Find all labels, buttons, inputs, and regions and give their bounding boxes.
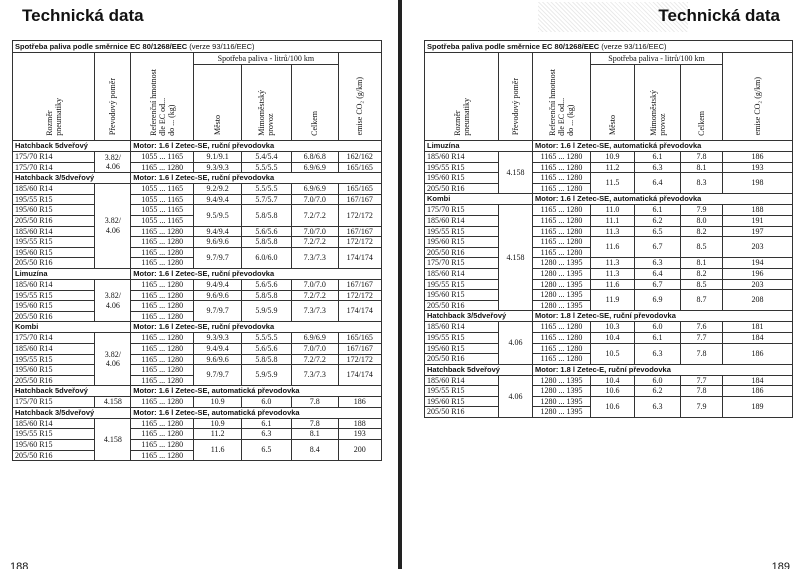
header-row (425, 53, 793, 65)
table-row: 195/55 R15 1280 ... 1395 10.6 6.2 7.8 186 (425, 386, 793, 397)
table-row: 195/55 R15 1165 ... 1280 11.3 6.5 8.2 197 (425, 226, 793, 237)
engine-name: Motor: 1.8 l Zetec-E, ruční převodovka (533, 364, 793, 375)
page-number: 189 (771, 561, 790, 569)
table-row: 195/60 R15 1165 ... 1280 9.7/9.7 5.9/5.9 7.3/7.3 174/174 (13, 365, 382, 376)
group-header (13, 322, 382, 333)
model-name: Kombi (13, 322, 131, 333)
table-row: 195/55 R15 1165 ... 1280 9.6/9.6 5.8/5.8 7.2/7.2 172/172 (13, 290, 382, 301)
table-row: 185/60 R14 1280 ... 1395 11.3 6.4 8.2 196 (425, 268, 793, 279)
engine-name: Motor: 1.8 l Zetec-SE, ruční převodovka (533, 311, 793, 322)
engine-name: Motor: 1.6 l Zetec-SE, ruční převodovka (131, 141, 382, 152)
col-header-co2: emise CO₂ (g/km) (338, 53, 381, 141)
table-row: 205/50 R16 1165 ... 1280 (13, 450, 382, 461)
group-header (425, 194, 793, 205)
table-title-row (425, 41, 793, 53)
table-row: 195/60 R15 1280 ... 1395 10.6 6.3 7.9 189 (425, 396, 793, 407)
model-name: Hatchback 5dveřový (13, 141, 131, 152)
group-header (13, 268, 382, 279)
table-row: 205/50 R16 1165 ... 1280 (13, 258, 382, 269)
table-row: 175/70 R15 4.158 1165 ... 1280 10.9 6.0 7.8 186 (13, 397, 382, 408)
table-row: 175/70 R15 1280 ... 1395 11.3 6.3 8.1 194 (425, 258, 793, 269)
table-row: 175/70 R14 3.82/ 4.06 1165 ... 1280 9.3/9.3 5.5/5.5 6.9/6.9 165/165 (13, 333, 382, 344)
col-header-extra: Mimoměstský provoz (635, 65, 681, 141)
table-row: 195/55 R15 1165 ... 1280 9.6/9.6 5.8/5.8 7.2/7.2 172/172 (13, 354, 382, 365)
table-row: 205/50 R16 1165 ... 1280 (425, 247, 793, 258)
table-title: Spotřeba paliva podle směrnice EC 80/1268/EEC (427, 42, 600, 51)
table-row: 205/50 R16 1165 ... 1280 (13, 375, 382, 386)
table-row: 195/55 R15 1165 ... 1280 10.4 6.1 7.7 184 (425, 332, 793, 343)
table-row: 205/50 R16 1165 ... 1280 (425, 354, 793, 365)
col-header-tire: Rozměr pneumatiky (13, 53, 95, 141)
table-row: 195/55 R15 1165 ... 1280 11.2 6.3 8.1 193 (425, 162, 793, 173)
table-title-suffix: (verze 93/116/EEC) (189, 42, 255, 51)
model-name: Hatchback 5dveřový (425, 364, 533, 375)
engine-name: Motor: 1.6 l Zetec-SE, automatická převodovka (131, 386, 382, 397)
col-header-total: Celkem (291, 65, 338, 141)
engine-name: Motor: 1.6 l Zetec-SE, automatická převodovka (131, 407, 382, 418)
table-row: 205/50 R16 1055 ... 1165 (13, 215, 382, 226)
page-heading: Technická data (22, 6, 144, 25)
header-row (13, 53, 382, 65)
group-header (13, 386, 382, 397)
col-header-co2: emise CO₂ (g/km) (723, 53, 793, 141)
model-name: Hatchback 3/5dveřový (425, 311, 533, 322)
table-row: 205/50 R16 1280 ... 1395 (425, 407, 793, 418)
table-row: 195/60 R15 1055 ... 1165 9.5/9.5 5.8/5.8 7.2/7.2 172/172 (13, 205, 382, 216)
table-row: 185/60 R14 3.82/ 4.06 1165 ... 1280 9.4/9.4 5.6/5.6 7.0/7.0 167/167 (13, 279, 382, 290)
table-row: 185/60 R14 4.06 1280 ... 1395 10.4 6.0 7.7 184 (425, 375, 793, 386)
table-row: 195/60 R15 1280 ... 1395 11.9 6.9 8.7 208 (425, 290, 793, 301)
col-header-extra: Mimoměstský provoz (241, 65, 291, 141)
engine-name: Motor: 1.6 l Zetec-SE, ruční převodovka (131, 173, 382, 184)
group-header (425, 364, 793, 375)
table-row: 185/60 R14 4.158 1165 ... 1280 10.9 6.1 7.8 188 (13, 418, 382, 429)
engine-name: Motor: 1.6 l Zetec-SE, automatická převodovka (533, 141, 793, 152)
table-row: 205/50 R16 1165 ... 1280 (425, 183, 793, 194)
table-row: 195/60 R15 1165 ... 1280 10.5 6.3 7.8 186 (425, 343, 793, 354)
engine-name: Motor: 1.6 l Zetec-SE, ruční převodovka (131, 268, 382, 279)
table-title-suffix: (verze 93/116/EEC) (601, 42, 667, 51)
col-header-total: Celkem (681, 65, 723, 141)
group-header (425, 311, 793, 322)
table-row: 195/60 R15 1165 ... 1280 11.6 6.7 8.5 203 (425, 237, 793, 248)
table-row: 195/60 R15 1165 ... 1280 11.6 6.5 8.4 200 (13, 440, 382, 451)
col-header-ratio: Převodový poměr (95, 53, 131, 141)
group-header (13, 173, 382, 184)
table-row: 205/50 R16 1280 ... 1395 (425, 300, 793, 311)
page-number: 188 (10, 561, 29, 569)
left-page (0, 0, 398, 569)
col-header-consumption: Spotřeba paliva - litrů/100 km (194, 53, 338, 65)
col-header-city: Město (591, 65, 635, 141)
table-row: 185/60 R14 1165 ... 1280 9.4/9.4 5.6/5.6 7.0/7.0 167/167 (13, 343, 382, 354)
table-row: 195/60 R15 1165 ... 1280 9.7/9.7 6.0/6.0 7.3/7.3 174/174 (13, 247, 382, 258)
group-header (13, 407, 382, 418)
table-row: 195/60 R15 1165 ... 1280 9.7/9.7 5.9/5.9 7.3/7.3 174/174 (13, 301, 382, 312)
model-name: Limuzína (425, 141, 533, 152)
engine-name: Motor: 1.6 l Zetec-SE, ruční převodovka (131, 322, 382, 333)
table-row: 195/60 R15 1165 ... 1280 11.5 6.4 8.3 198 (425, 173, 793, 184)
model-name: Limuzína (13, 268, 131, 279)
table-row: 175/70 R15 4.158 1165 ... 1280 11.0 6.1 7.9 188 (425, 205, 793, 216)
table-row: 185/60 R14 1165 ... 1280 11.1 6.2 8.0 191 (425, 215, 793, 226)
right-page (402, 0, 800, 569)
group-header (425, 141, 793, 152)
col-header-tire: Rozměr pneumatiky (425, 53, 499, 141)
fuel-consumption-table (12, 40, 382, 461)
engine-name: Motor: 1.6 l Zetec-SE, automatická převodovka (533, 194, 793, 205)
model-name: Hatchback 5dveřový (13, 386, 131, 397)
table-row: 195/55 R15 1055 ... 1165 9.4/9.4 5.7/5.7 7.0/7.0 167/167 (13, 194, 382, 205)
table-row: 175/70 R14 3.82/ 4.06 1055 ... 1165 9.1/9.1 5.4/5.4 6.8/6.8 162/162 (13, 152, 382, 163)
col-header-city: Město (194, 65, 242, 141)
group-header (13, 141, 382, 152)
table-row: 185/60 R14 1165 ... 1280 9.4/9.4 5.6/5.6 7.0/7.0 167/167 (13, 226, 382, 237)
table-row: 185/60 R14 4.158 1165 ... 1280 10.9 6.1 7.8 186 (425, 152, 793, 163)
col-header-consumption: Spotřeba paliva - litrů/100 km (591, 53, 723, 65)
model-name: Hatchback 3/5dveřový (13, 173, 131, 184)
table-row: 195/55 R15 1165 ... 1280 9.6/9.6 5.8/5.8 7.2/7.2 172/172 (13, 237, 382, 248)
table-title: Spotřeba paliva podle směrnice EC 80/1268/EEC (15, 42, 188, 51)
table-row: 205/50 R16 1165 ... 1280 (13, 311, 382, 322)
col-header-ratio: Převodový poměr (499, 53, 533, 141)
col-header-mass: Referenční hmotnost dle EC od... do ... (kg) (131, 53, 194, 141)
table-title-row (13, 41, 382, 53)
col-header-mass: Referenční hmotnost dle EC od... do ... (kg) (533, 53, 591, 141)
table-row: 185/60 R14 4.06 1165 ... 1280 10.3 6.0 7.6 181 (425, 322, 793, 333)
model-name: Hatchback 3/5dveřový (13, 407, 131, 418)
table-row: 185/60 R14 3.82/ 4.06 1055 ... 1165 9.2/9.2 5.5/5.5 6.9/6.9 165/165 (13, 184, 382, 195)
table-row: 175/70 R14 1165 ... 1280 9.3/9.3 5.5/5.5 6.9/6.9 165/165 (13, 162, 382, 173)
table-row: 195/55 R15 1280 ... 1395 11.6 6.7 8.5 203 (425, 279, 793, 290)
model-name: Kombi (425, 194, 533, 205)
page-heading: Technická data (658, 6, 780, 25)
table-row: 195/55 R15 1165 ... 1280 11.2 6.3 8.1 193 (13, 429, 382, 440)
fuel-consumption-table (424, 40, 793, 418)
